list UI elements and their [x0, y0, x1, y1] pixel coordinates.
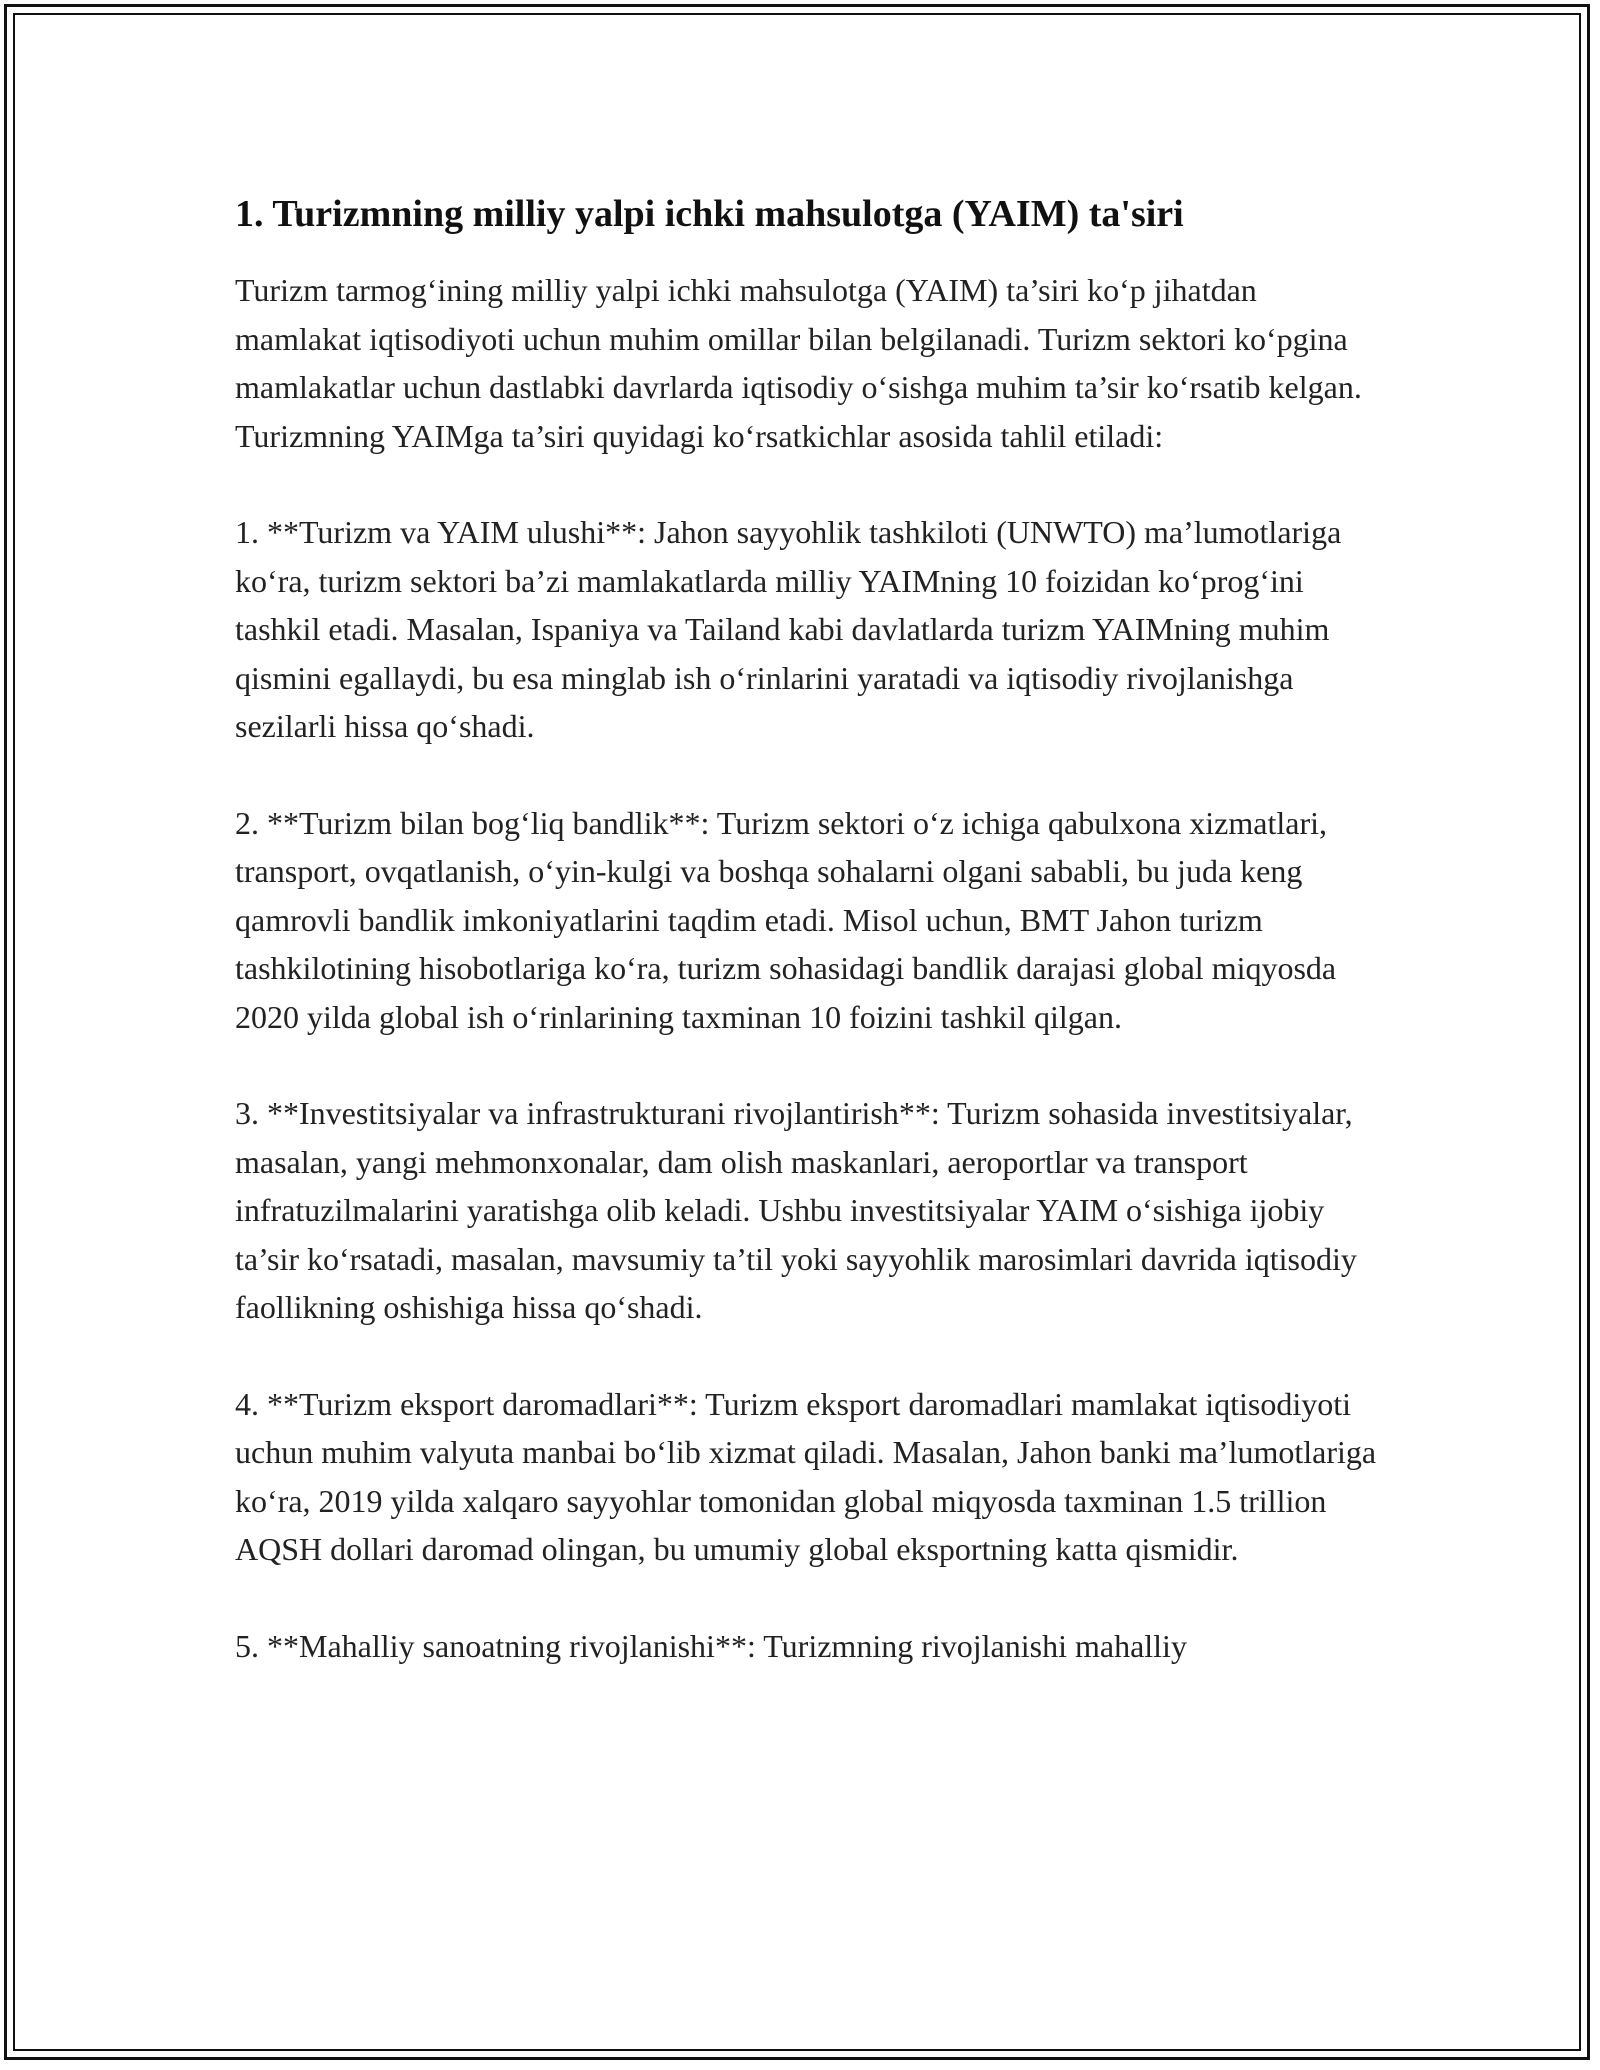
document-body: [235, 188, 1385, 1718]
point-5-paragraph: 5. **Mahalliy sanoatning rivojlanishi**: Turizmning rivojlanishi mahalliy: [235, 1627, 1187, 1664]
intro-paragraph: Turizm tarmog‘ining milliy yalpi ichki mahsulotga (YAIM) ta’siri ko‘p jihatdan mamlakat iqtisodiyoti uchun muhim omillar bilan belgilanadi. Turizm sektori ko‘pgina mamlakatlar uchun dastlabki davrlarda iqtisodiy o‘sishga muhim ta’sir ko‘rsatib kelgan. Turizmning YAIMga ta’siri quyidagi ko‘rsatkichlar asosida tahlil etiladi:: [235, 272, 1362, 454]
point-4-paragraph: 4. **Turizm eksport daromadlari**: Turizm eksport daromadlari mamlakat iqtisodiyoti uchun muhim valyuta manbai bo‘lib xizmat qiladi. Masalan, Jahon banki ma’lumotlariga ko‘ra, 2019 yilda xalqaro sayyohlar tomonidan global miqyosda taxminan 1.5 trillion AQSH dollari daromad olingan, bu umumiy global eksportning katta qismidir.: [235, 1385, 1377, 1567]
document-title: 1. Turizmning milliy yalpi ichki mahsulotga (YAIM) ta'siri: [235, 193, 1184, 235]
point-3-paragraph: 3. **Investitsiyalar va infrastrukturani rivojlantirish**: Turizm sohasida investitsiyalar, masalan, yangi mehmonxonalar, dam olish maskanlari, aeroportlar va transport infratuzilmalarini yaratishga olib keladi. Ushbu investitsiyalar YAIM o‘sishiga ijobiy ta’sir ko‘rsatadi, masalan, mavsumiy ta’til yoki sayyohlik marosimlari davrida iqtisodiy faollikning oshishiga hissa qo‘shadi.: [235, 1095, 1357, 1325]
point-1-paragraph: 1. **Turizm va YAIM ulushi**: Jahon sayyohlik tashkiloti (UNWTO) ma’lumotlariga ko‘ra, turizm sektori ba’zi mamlakatlarda milliy YAIMning 10 foizidan ko‘prog‘ini tashkil etadi. Masalan, Ispaniya va Tailand kabi davlatlarda turizm YAIMning muhim qismini egallaydi, bu esa minglab ish o‘rinlarini yaratadi va iqtisodiy rivojlanishga sezilarli hissa qo‘shadi.: [235, 514, 1342, 744]
point-2-paragraph: 2. **Turizm bilan bog‘liq bandlik**: Turizm sektori o‘z ichiga qabulxona xizmatlari, transport, ovqatlanish, o‘yin-kulgi va boshqa sohalarni olgani sababli, bu juda keng qamrovli bandlik imkoniyatlarini taqdim etadi. Misol uchun, BMT Jahon turizm tashkilotining hisobotlariga ko‘ra, turizm sohasidagi bandlik darajasi global miqyosda 2020 yilda global ish o‘rinlarining taxminan 10 foizini tashkil qilgan.: [235, 804, 1337, 1035]
